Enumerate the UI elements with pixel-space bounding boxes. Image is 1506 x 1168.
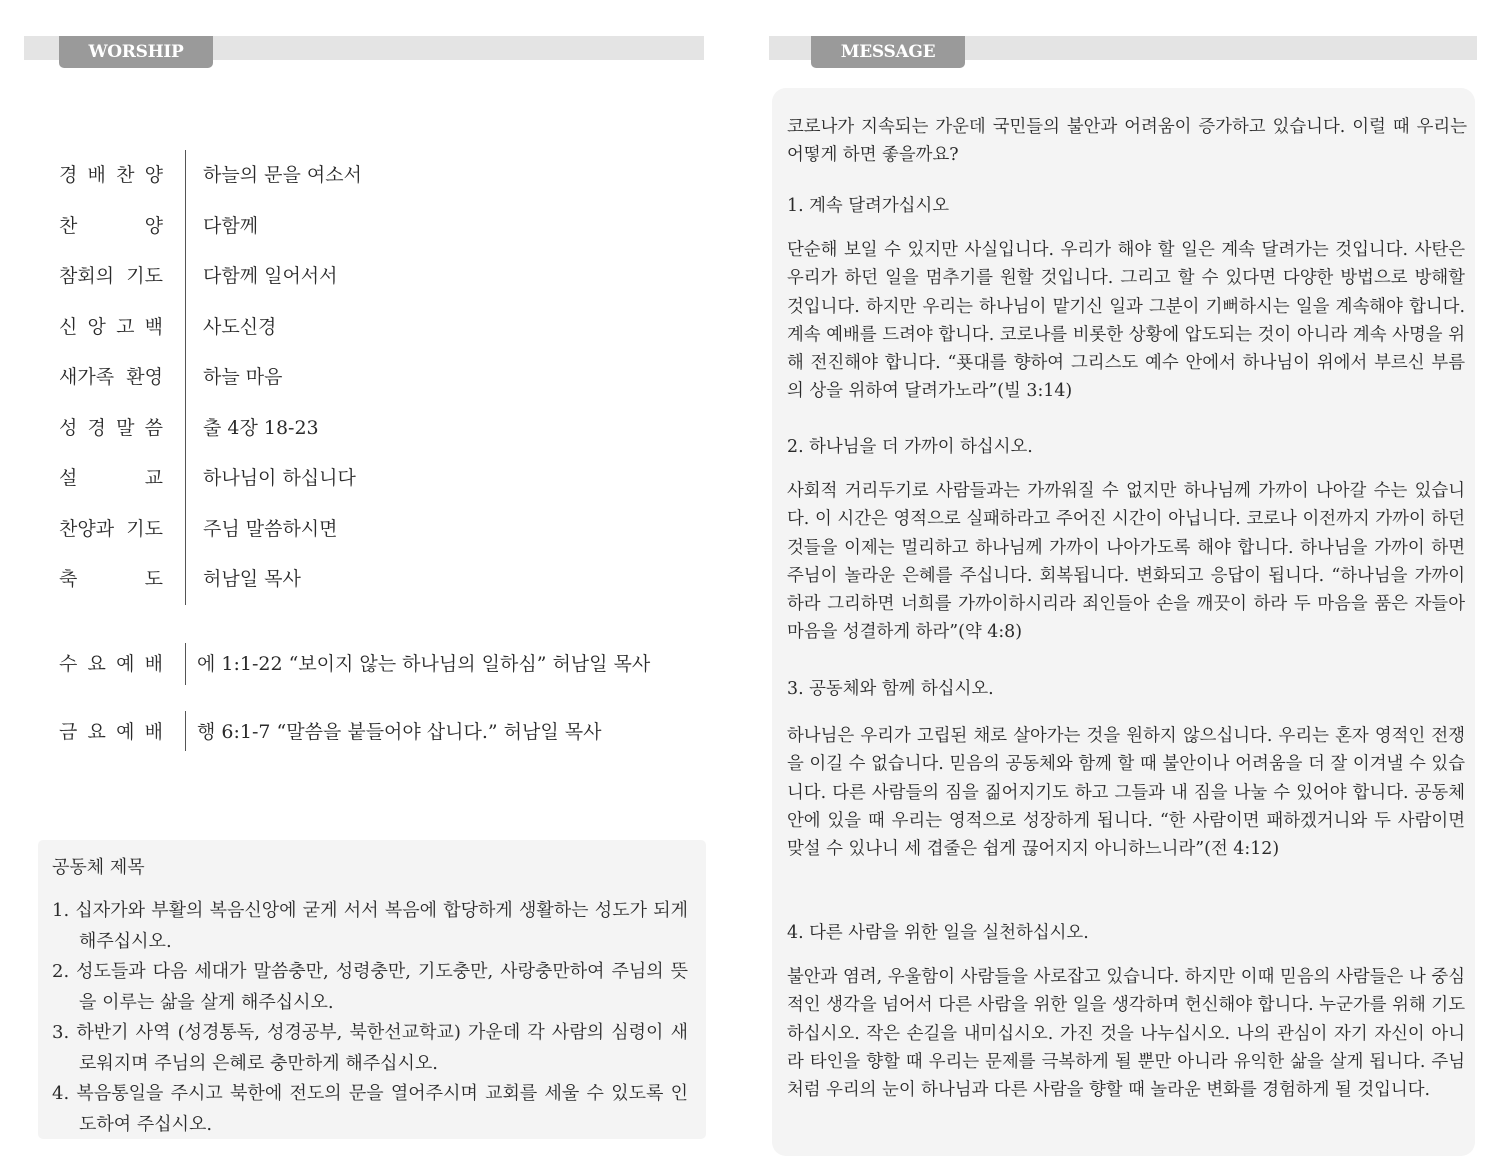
order-label: 찬양과 기도	[59, 517, 163, 540]
order-label: 성 경 말 씀	[59, 416, 163, 439]
order-label: 경 배 찬 양	[59, 164, 163, 186]
message-body-4: 불안과 염려, 우울함이 사람들을 사로잡고 있습니다. 하지만 이때 믿음의 사람들은 나 중심적인 생각을 넘어서 다른 사람을 위한 일을 생각하며 헌신해야 합니다. 누군가를 위해 기도하십시오. 작은 손길을 내미십시오. 가진 것을 나누십시오. 나의 관심이 자기 자신이 아니라 타인을 향할 때 우리는 문제를 극복하게 될 뿐만 아니라 유익한 삶을 살게 됩니다. 주님처럼 우리의 눈이 하나님과 다른 사람을 향할 때 놀라운 변화를 경험하게 될 것입니다.	[787, 967, 1465, 1101]
wednesday-label: 수 요 예 배	[59, 653, 163, 675]
message-box	[772, 88, 1475, 1156]
order-value: 허남일 목사	[203, 568, 301, 590]
prayer-requests-box	[38, 840, 706, 1139]
order-label: 신 앙 고 백	[59, 315, 163, 338]
message-heading-2: 2. 하나님을 더 가까이 하십시오.	[787, 437, 1033, 457]
order-value: 하나님이 하십니다	[203, 467, 356, 489]
order-label: 설 교	[59, 467, 163, 489]
order-value: 다함께	[203, 214, 259, 237]
message-body-2: 사회적 거리두기로 사람들과는 가까워질 수 없지만 하나님께 가까이 나아갈 수는 있습니다. 이 시간은 영적으로 실패하라고 주어진 시간이 아닙니다. 코로나 이전까지 가까이 하던 것들을 이제는 멀리하고 하나님께 가까이 나아가도록 해야 합니다. 하나님을 가까이 하면 주님이 놀라운 은혜를 주십니다. 회복됩니다. 변화되고 응답이 됩니다. “하나님을 가까이하라 그리하면 너희를 가까이하시리라 죄인들아 손을 깨끗이 하라 두 마음을 품은 자들아 마음을 성결하게 하라”(약 4:8)	[787, 481, 1465, 643]
order-label: 참회의 기도	[59, 265, 163, 287]
wednesday-divider	[185, 643, 186, 685]
wednesday-value: 에 1:1-22 “보이지 않는 하나님의 일하심” 허남일 목사	[197, 653, 651, 675]
prayer-title: 공동체 제목	[52, 857, 145, 878]
message-heading-3: 3. 공동체와 함께 하십시오.	[787, 679, 994, 699]
prayer-item: 4. 복음통일을 주시고 북한에 전도의 문을 열어주시며 교회를 세울 수 있도록 인도하여 주십시오.	[52, 1083, 688, 1135]
message-body-3: 하나님은 우리가 고립된 채로 살아가는 것을 원하지 않으십니다. 우리는 혼자 영적인 전쟁을 이길 수 없습니다. 믿음의 공동체와 함께 할 때 불안이나 어려움을 더 잘 이겨낼 수 있습니다. 다른 사람들의 짐을 짊어지기도 하고 그들과 내 짐을 나눌 수 있어야 합니다. 공동체 안에 있을 때 우리는 영적으로 성장하게 됩니다. “한 사람이면 패하겠거니와 두 사람이면 맞설 수 있나니 세 겹줄은 쉽게 끊어지지 아니하느니라”(전 4:12)	[787, 726, 1465, 860]
message-header-tab: MESSAGE	[811, 36, 965, 68]
order-value: 하늘 마음	[203, 366, 283, 388]
prayer-item: 2. 성도들과 다음 세대가 말씀충만, 성령충만, 기도충만, 사랑충만하여 주님의 뜻을 이루는 삶을 살게 해주십시오.	[52, 961, 688, 1013]
order-divider	[185, 150, 186, 605]
friday-label: 금 요 예 배	[59, 721, 163, 743]
message-intro: 코로나가 지속되는 가운데 국민들의 불안과 어려움이 증가하고 있습니다. 이럴 때 우리는 어떻게 하면 좋을까요?	[787, 117, 1467, 166]
order-value: 출 4장 18-23	[203, 416, 319, 439]
message-body-1: 단순해 보일 수 있지만 사실입니다. 우리가 해야 할 일은 계속 달려가는 것입니다. 사탄은 우리가 하던 일을 멈추기를 원할 것입니다. 그리고 할 수 있다면 다양한 방법으로 방해할 것입니다. 하지만 우리는 하나님이 맡기신 일과 그분이 기뻐하시는 일을 계속해야 합니다. 계속 예배를 드려야 합니다. 코로나를 비롯한 상황에 압도되는 것이 아니라 계속 사명을 위해 전진해야 합니다. “푯대를 향하여 그리스도 예수 안에서 하나님이 위에서 부르신 부름의 상을 위하여 달려가노라”(빌 3:14)	[787, 240, 1465, 402]
order-label: 찬 양	[59, 214, 163, 237]
prayer-item: 3. 하반기 사역 (성경통독, 성경공부, 북한선교학교) 가운데 각 사람의 심령이 새로워지며 주님의 은혜로 충만하게 해주십시오.	[52, 1022, 688, 1074]
order-label: 축 도	[59, 568, 163, 590]
prayer-list	[52, 896, 688, 1140]
order-label: 새가족 환영	[59, 366, 163, 388]
message-heading-1: 1. 계속 달려가십시오	[787, 196, 950, 216]
order-value: 사도신경	[203, 315, 277, 338]
worship-header-tab: WORSHIP	[59, 36, 213, 68]
order-value: 하늘의 문을 여소서	[203, 164, 362, 186]
order-value: 주님 말씀하시면	[203, 517, 338, 540]
prayer-item: 1. 십자가와 부활의 복음신앙에 굳게 서서 복음에 합당하게 생활하는 성도가 되게 해주십시오.	[52, 900, 688, 952]
message-heading-4: 4. 다른 사람을 위한 일을 실천하십시오.	[787, 923, 1089, 943]
order-value: 다함께 일어서서	[203, 265, 338, 287]
friday-divider	[185, 711, 186, 751]
friday-value: 행 6:1-7 “말씀을 붙들어야 삽니다.” 허남일 목사	[197, 721, 602, 743]
